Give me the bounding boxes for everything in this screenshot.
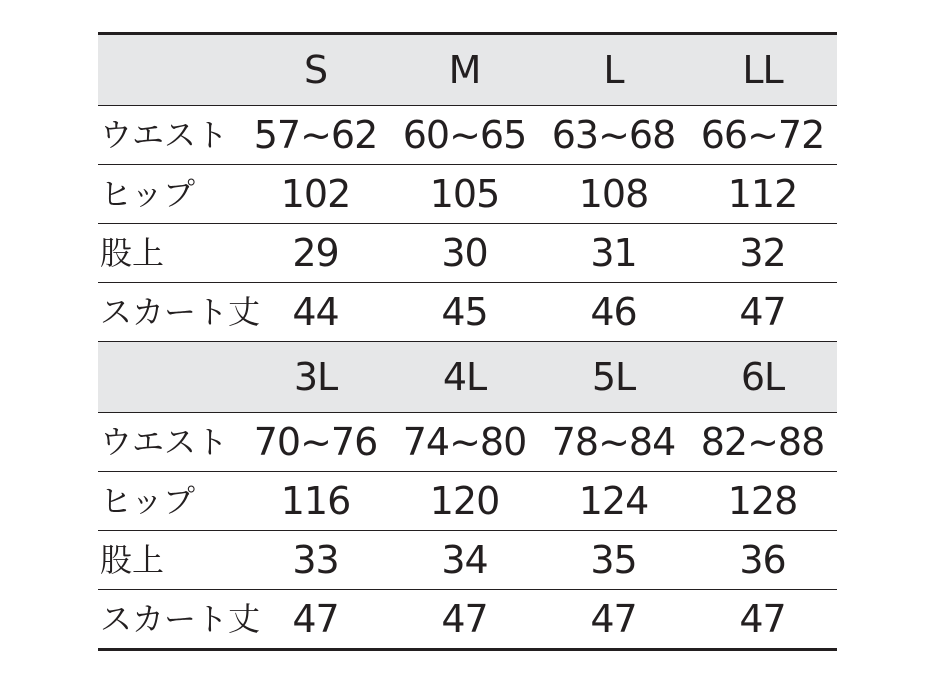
table-cell: 70~76: [241, 413, 390, 472]
table-cell: 33: [241, 531, 390, 590]
table-cell: 105: [390, 165, 539, 224]
header-corner-cell: [98, 342, 241, 413]
table-cell: 124: [539, 472, 688, 531]
row-label-waist: ウエスト: [98, 413, 241, 472]
table-row: [98, 590, 837, 650]
row-label-hip: ヒップ: [98, 165, 241, 224]
table-row: [98, 165, 837, 224]
row-label-waist: ウエスト: [98, 106, 241, 165]
table-cell: 47: [539, 590, 688, 650]
table-cell: 112: [688, 165, 837, 224]
table-cell: 66~72: [688, 106, 837, 165]
size-header-row: [98, 34, 837, 106]
size-header-cell: 5L: [539, 342, 688, 413]
size-header-cell: 3L: [241, 342, 390, 413]
table-row: [98, 413, 837, 472]
table-cell: 57~62: [241, 106, 390, 165]
table-cell: 78~84: [539, 413, 688, 472]
table-cell: 31: [539, 224, 688, 283]
table-cell: 82~88: [688, 413, 837, 472]
size-header-cell: L: [539, 34, 688, 106]
table-cell: 46: [539, 283, 688, 342]
size-header-row: [98, 342, 837, 413]
table-cell: 102: [241, 165, 390, 224]
size-header-cell: 6L: [688, 342, 837, 413]
table-row: [98, 224, 837, 283]
table-cell: 47: [241, 590, 390, 650]
size-header-cell: M: [390, 34, 539, 106]
table-cell: 116: [241, 472, 390, 531]
row-label-skirt-length: スカート丈: [98, 283, 241, 342]
table-cell: 108: [539, 165, 688, 224]
table-cell: 47: [688, 590, 837, 650]
table-cell: 60~65: [390, 106, 539, 165]
row-label-hip: ヒップ: [98, 472, 241, 531]
table-cell: 128: [688, 472, 837, 531]
header-corner-cell: [98, 34, 241, 106]
table-cell: 47: [390, 590, 539, 650]
table-cell: 34: [390, 531, 539, 590]
table-cell: 74~80: [390, 413, 539, 472]
table-cell: 35: [539, 531, 688, 590]
table-row: [98, 283, 837, 342]
table-row: [98, 472, 837, 531]
row-label-skirt-length: スカート丈: [98, 590, 241, 650]
table-row: [98, 106, 837, 165]
size-chart-table: [98, 32, 837, 651]
table-row: [98, 531, 837, 590]
table-cell: 45: [390, 283, 539, 342]
size-header-cell: LL: [688, 34, 837, 106]
row-label-rise: 股上: [98, 224, 241, 283]
row-label-rise: 股上: [98, 531, 241, 590]
table-cell: 30: [390, 224, 539, 283]
size-header-cell: 4L: [390, 342, 539, 413]
size-header-cell: S: [241, 34, 390, 106]
table-cell: 47: [688, 283, 837, 342]
table-cell: 63~68: [539, 106, 688, 165]
table-cell: 120: [390, 472, 539, 531]
table-cell: 44: [241, 283, 390, 342]
table-cell: 32: [688, 224, 837, 283]
table-cell: 29: [241, 224, 390, 283]
table-cell: 36: [688, 531, 837, 590]
